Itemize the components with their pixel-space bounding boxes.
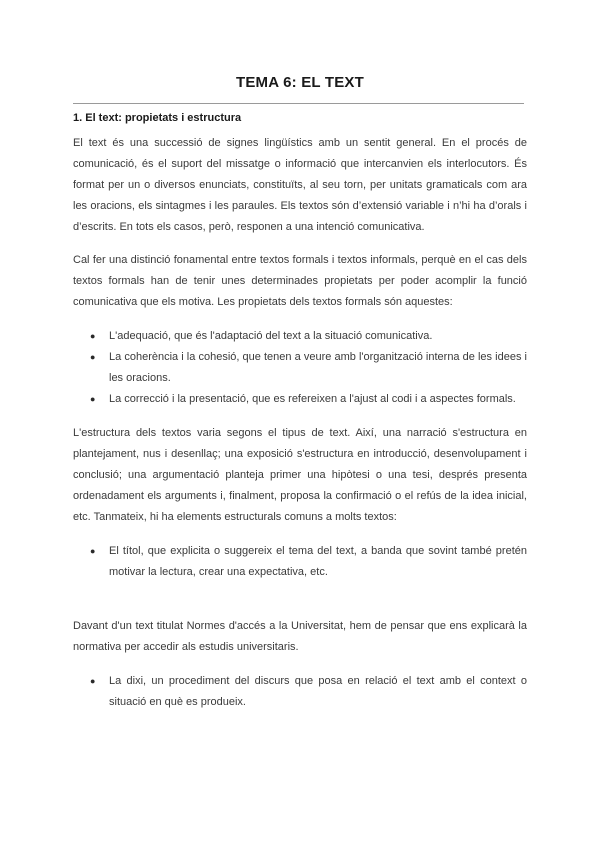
properties-list <box>73 326 527 410</box>
list-item-text: La dixi, un procediment del discurs que posa en relació el text amb el context o situació en què es produeix. <box>109 675 527 708</box>
title-divider <box>73 103 524 104</box>
deixis-list <box>73 671 527 713</box>
list-item-text: L'adequació, que és l'adaptació del text a la situació comunicativa. <box>109 330 433 342</box>
bullet-icon: ● <box>90 546 96 556</box>
list-item <box>90 347 527 389</box>
bullet-icon: ● <box>90 394 96 404</box>
list-item-text: El títol, que explicita o suggereix el tema del text, a banda que sovint també pretén motivar la lectura, crear una expectativa, etc. <box>109 545 527 578</box>
list-item <box>90 389 527 410</box>
list-item <box>90 326 527 347</box>
paragraph-formal-texts: Cal fer una distinció fonamental entre textos formals i textos informals, perquè en el cas dels textos formals han de tenir unes determinades propietats per poder acomplir la funció comunicativa que els motiva. Les propietats dels textos formals són aquestes: <box>73 254 527 308</box>
paragraph-example: Davant d'un text titulat Normes d'accés a la Universitat, hem de pensar que ens explicarà la normativa per accedir als estudis universitaris. <box>73 620 527 653</box>
paragraph-definition: El text és una successió de signes lingüístics amb un sentit general. En el procés de comunicació, és el suport del missatge o informació que intercanvien els interlocutors. És format per un o diversos enunciats, constituïts, al seu torn, per unitats gramaticals com ara les oracions, els sintagmes i les paraules. Els textos són d’extensió variable i n’hi ha d’orals i d’escrits. En tots els casos, però, responen a una intenció comunicativa. <box>73 137 527 233</box>
bullet-icon: ● <box>90 676 96 686</box>
list-item <box>90 541 527 583</box>
document-body <box>73 108 527 713</box>
page-title: TEMA 6: EL TEXT <box>235 74 364 91</box>
bullet-icon: ● <box>90 352 96 362</box>
section-heading: 1. El text: propietats i estructura <box>73 112 242 124</box>
bullet-icon: ● <box>90 331 96 341</box>
list-item-text: La coherència i la cohesió, que tenen a veure amb l'organització interna de les idees i les oracions. <box>109 351 527 384</box>
list-item <box>90 671 527 713</box>
structure-list <box>73 541 527 583</box>
paragraph-structure: L'estructura dels textos varia segons el tipus de text. Així, una narració s'estructura en plantejament, nus i desenllaç; una exposició s'estructura en introducció, desenvolupament i conclusió; una argumentació planteja primer una hipòtesi o una tesi, després presenta ordenadament els arguments i, finalment, proposa la confirmació o el refús de la idea inicial, etc. Tanmateix, hi ha elements estructurals comuns a molts textos: <box>73 427 527 523</box>
list-item-text: La correcció i la presentació, que es refereixen a l'ajust al codi i a aspectes formals. <box>109 393 516 405</box>
